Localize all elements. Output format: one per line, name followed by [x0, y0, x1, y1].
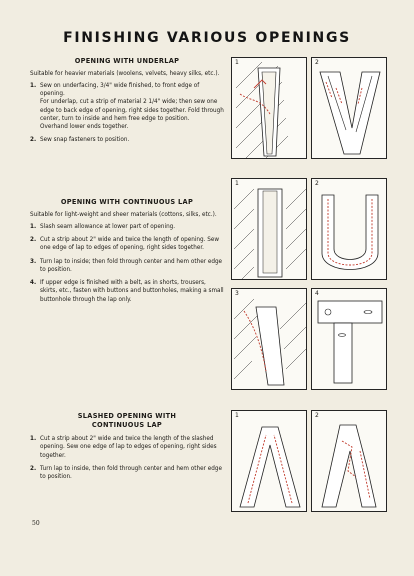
step-item: 4. If upper edge is finished with a belt, as in shorts, trousers, skirts, etc., fasten with buttons and buttonholes, making a small buttonhole through the lap only. [30, 280, 224, 303]
section-intro: Suitable for light-weight and sheer materials (cottons, silks, etc.). [30, 211, 217, 218]
section-title-line2: CONTINUOUS LAP [91, 420, 163, 429]
sewing-diagram-icon [232, 179, 308, 281]
figure-continuous-lap-2: 2 [311, 178, 387, 280]
figure-continuous-lap-4: 4 [311, 288, 387, 390]
figure-underlap-1: 1 [231, 57, 307, 159]
step-item: 2. Sew snap fasteners to position. [30, 137, 130, 144]
figure-continuous-lap-1: 1 [231, 178, 307, 280]
figure-underlap-2: 2 [311, 57, 387, 159]
figure-slashed-2: 2 [311, 410, 387, 512]
sewing-diagram-icon [312, 289, 388, 391]
section-continuous-lap [30, 198, 224, 309]
sewing-diagram-icon [232, 289, 308, 391]
section-slashed-opening [30, 412, 224, 486]
section-title: SLASHED OPENING WITH [77, 412, 177, 420]
figure-continuous-lap-3: 3 [231, 288, 307, 390]
section-title: OPENING WITH CONTINUOUS LAP [60, 198, 194, 206]
page-number: 50 [32, 520, 40, 527]
step-item: 2. Turn lap to inside, then fold through center and hem other edge to position. [30, 465, 222, 481]
sewing-diagram-icon [312, 58, 388, 160]
step-item: 2. Cut a strip about 2" wide and twice the length of opening. Sew one edge of lap to edges of opening, right sides together. [30, 237, 219, 252]
step-item: 1. Slash seam allowance at lower part of opening. [30, 223, 176, 230]
sewing-diagram-icon [232, 58, 308, 160]
section-title: OPENING WITH UNDERLAP [74, 57, 180, 65]
section-intro: Suitable for heavier materials (woolens, velvets, heavy silks, etc.). [30, 70, 220, 77]
step-item: 1. Sew on underfacing, 3/4" wide finished, to front edge of opening. For underlap, cut a strip of material 2 1/4" wide; then sew one edge to back edge of opening, right sides together. Fold through center, turn to inside and hem free edge to position. Overhand lower ends together. [30, 82, 224, 131]
figure-slashed-1: 1 [231, 410, 307, 512]
step-item: 1. Cut a strip about 2" wide and twice the length of the slashed opening. Sew one edge of lap to edges of opening, right sides together. [30, 436, 217, 459]
page-title: FINISHING VARIOUS OPENINGS [63, 30, 351, 46]
sewing-diagram-icon [312, 411, 388, 513]
sewing-diagram-icon [312, 179, 388, 281]
sewing-diagram-icon [232, 411, 308, 513]
section-underlap [30, 57, 224, 150]
step-item: 3. Turn lap to inside; then fold through center and hem other edge to position. [30, 258, 223, 273]
